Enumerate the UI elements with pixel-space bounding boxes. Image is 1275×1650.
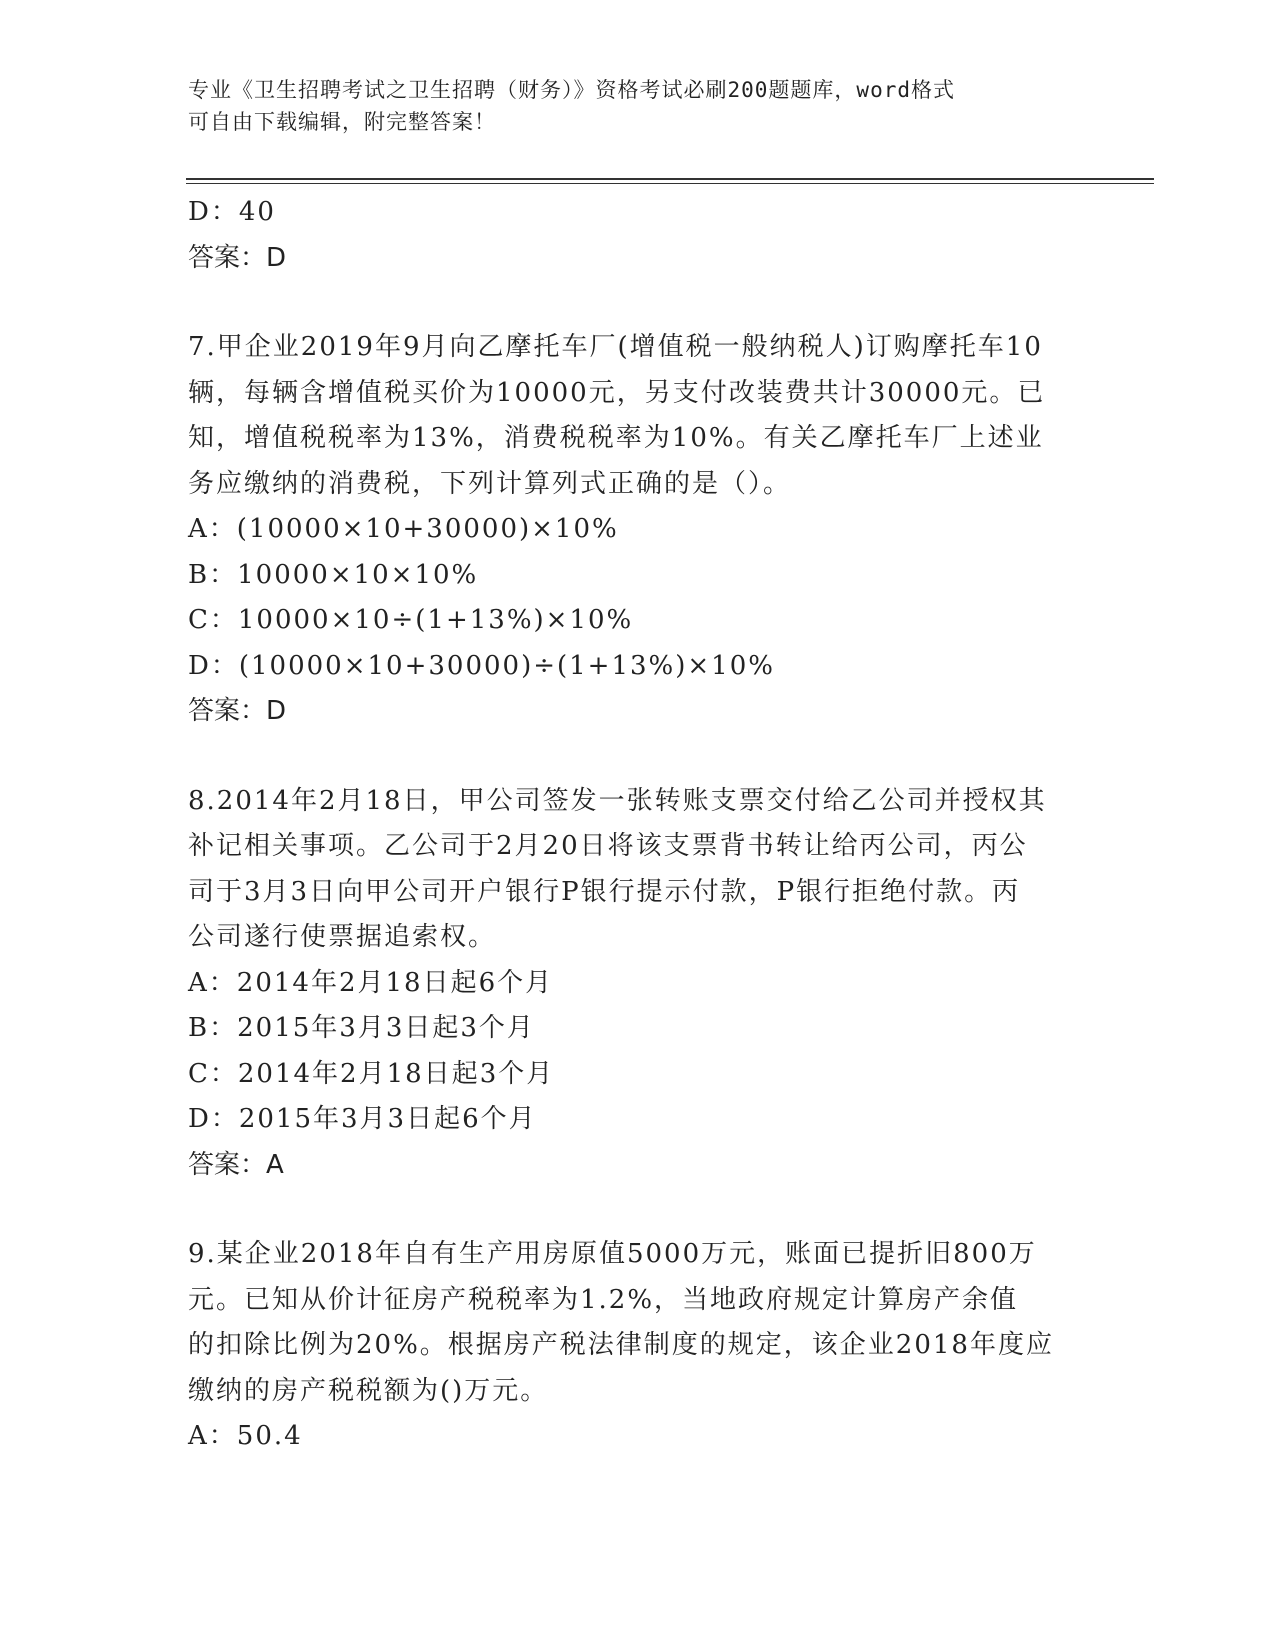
question-8 <box>188 779 1088 1189</box>
spacer <box>188 281 1088 325</box>
question-text: 辆，每辆含增值税买价为10000元，另支付改装费共计30000元。已 <box>188 377 1046 408</box>
question-text: 8.2014年2月18日，甲公司签发一张转账支票交付给乙公司并授权其 <box>188 785 1047 816</box>
option-d: D：2015年3月3日起6个月 <box>188 1104 537 1134</box>
spacer <box>188 735 1088 779</box>
question-text: 公司遂行使票据追索权。 <box>188 922 497 952</box>
question-text: 9.某企业2018年自有生产用房原值5000万元，账面已提折旧800万 <box>188 1239 1037 1269</box>
header-title-line-2: 可自由下载编辑，附完整答案！ <box>188 110 496 134</box>
answer: 答案：A <box>188 1149 284 1180</box>
spacer <box>188 1188 1088 1232</box>
question-text: 务应缴纳的消费税，下列计算列式正确的是（）。 <box>188 468 792 499</box>
option-d: D：40 <box>188 197 276 227</box>
question-text: 司于3月3日向甲公司开户银行P银行提示付款，P银行拒绝付款。丙 <box>188 876 1021 907</box>
question-7 <box>188 325 1088 735</box>
question-9 <box>188 1232 1088 1460</box>
option-a: A：2014年2月18日起6个月 <box>188 967 554 998</box>
question-text: 知，增值税税率为13%，消费税税率为10%。有关乙摩托车厂上述业 <box>188 423 1044 453</box>
answer: 答案：D <box>188 242 287 273</box>
option-b: B：2015年3月3日起3个月 <box>188 1013 535 1043</box>
option-b: B：10000×10×10% <box>188 559 479 590</box>
question-text: 元。已知从价计征房产税税率为1.2%，当地政府规定计算房产余值 <box>188 1284 1019 1315</box>
question-text: 7.甲企业2019年9月向乙摩托车厂(增值税一般纳税人)订购摩托车10 <box>188 332 1043 362</box>
option-c: C：2014年2月18日起3个月 <box>188 1058 555 1089</box>
document-body <box>188 190 1088 1460</box>
header-title-line-1: 专业《卫生招聘考试之卫生招聘（财务）》资格考试必刷200题题库，word格式 <box>188 78 955 102</box>
carryover-block <box>188 190 1088 281</box>
question-text: 缴纳的房产税税额为()万元。 <box>188 1375 549 1406</box>
option-c: C：10000×10÷(1+13%)×10% <box>188 605 634 635</box>
option-a: A：(10000×10+30000)×10% <box>188 514 619 544</box>
option-d: D：(10000×10+30000)÷(1+13%)×10% <box>188 650 775 681</box>
option-a: A：50.4 <box>188 1421 303 1451</box>
document-header <box>188 74 1088 138</box>
question-text: 的扣除比例为20%。根据房产税法律制度的规定，该企业2018年度应 <box>188 1330 1054 1360</box>
answer: 答案：D <box>188 696 287 726</box>
question-text: 补记相关事项。乙公司于2月20日将该支票背书转让给丙公司，丙公 <box>188 831 1028 861</box>
header-divider <box>186 178 1154 184</box>
